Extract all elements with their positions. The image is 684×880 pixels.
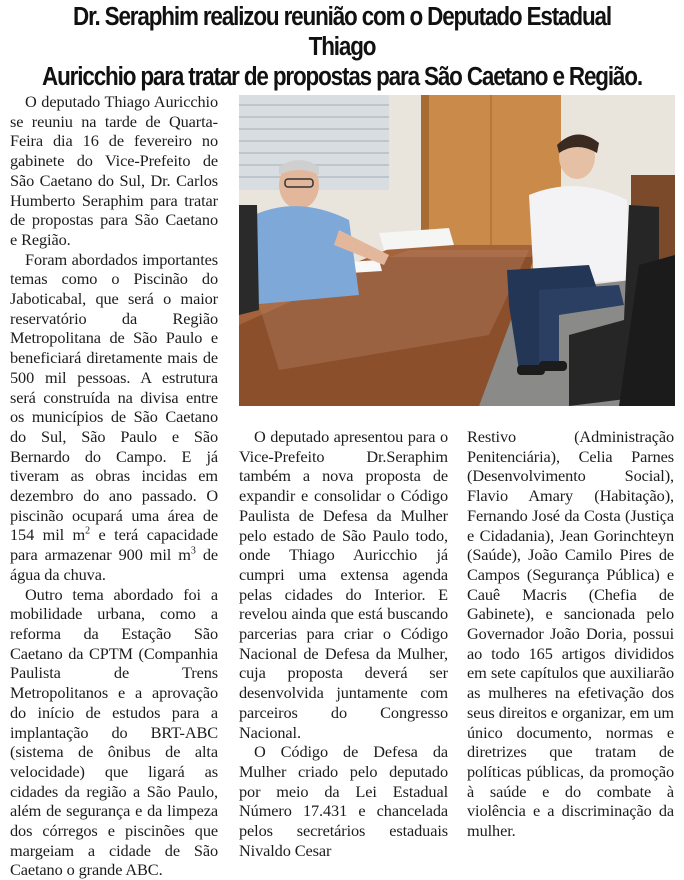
paragraph: O Código de Defesa da Mulher criado pelo deputado por meio da Lei Estadual Número 17.431 e chancelada pelos secretários estaduais Nivaldo Cesar [239,742,448,860]
superscript: 3 [190,545,196,557]
paragraph: Restivo (Administração Penitenciária), Celia Parnes (Desenvolvimento Social), Flavio Amary (Habitação), Fernando José da Costa (Justiça e Cidadania), Jean Gorinchteyn (Saúde), João Camilo Pires de Campos (Segurança Pública) e Cauê Macris (Chefia de Gabinete), e sancionada pelo Governador João Doria, possui ao todo 165 artigos divididos em sete capítulos que auxiliarão as mulheres na efetivação dos seus direitos e organizar, em um único documento, normas e diretrizes que tratam de políticas públicas, da promoção à saúde e do combate à violência e a discriminação da mulher. [467,427,674,841]
article-column-2 [239,427,448,860]
paragraph: O deputado Thiago Auricchio se reuniu na tarde de Quarta-Feira dia 16 de fevereiro no gabinete do Vice-Prefeito de São Caetano do Sul, Dr. Carlos Humberto Seraphim para tratar de propostas para São Caetano e Região. [10,92,218,249]
paragraph-text: Foram abordados importantes temas como o Piscinão do Jaboticabal, que será o maior reservatório da Região Metropolitana de São Paulo e beneficiará diretamente mais de 500 mil pessoas. A estrutura será construída na divisa entre os municípios de São Caetano do Sul, São Paulo e São Bernardo do Campo. E já tiveram as obras incidas em dezembro do ano passado. O piscinão ocupará uma área de 154 mil m [10,249,218,545]
paragraph-text: e terá capacidade para armazenar 900 mil m [10,525,218,565]
paragraph [10,250,218,585]
article-column-3 [467,427,674,841]
headline-line-1: Dr. Seraphim realizou reunião com o Deputado Estadual Thiago [73,3,611,61]
article-column-1 [10,92,218,880]
paragraph: Outro tema abordado foi a mobilidade urbana, como a reforma da Estação São Caetano da CPTM (Companhia Paulista de Trens Metropolitanos e a aprovação do início de estudos para a implantação do BRT-ABC (sistema de ônibus de alta velocidade) que ligará as cidades da região a São Paulo, além de segurança e da limpeza dos córregos e piscinões que margeiam a cidade de São Caetano o grande ABC. [10,584,218,880]
article-headline [41,2,643,92]
headline-line-2: Auricchio para tratar de propostas para São Caetano e Região. [42,63,642,91]
meeting-photo-icon [239,95,675,406]
meeting-photo [239,95,675,406]
paragraph-text: de água da chuva. [10,545,218,584]
superscript: 2 [85,526,91,538]
paragraph: O deputado apresentou para o Vice-Prefeito Dr.Seraphim também a nova proposta de expandir e consolidar o Código Paulista de Defesa da Mulher pelo estado de São Paulo todo, onde Thiago Auricchio já cumpri uma extensa agenda pelas cidades do Interior. E revelou ainda que está buscando parcerias para criar o Código Nacional de Defesa da Mulher, cuja proposta deverá ser desenvolvida juntamente com parceiros do Congresso Nacional. [239,427,448,742]
